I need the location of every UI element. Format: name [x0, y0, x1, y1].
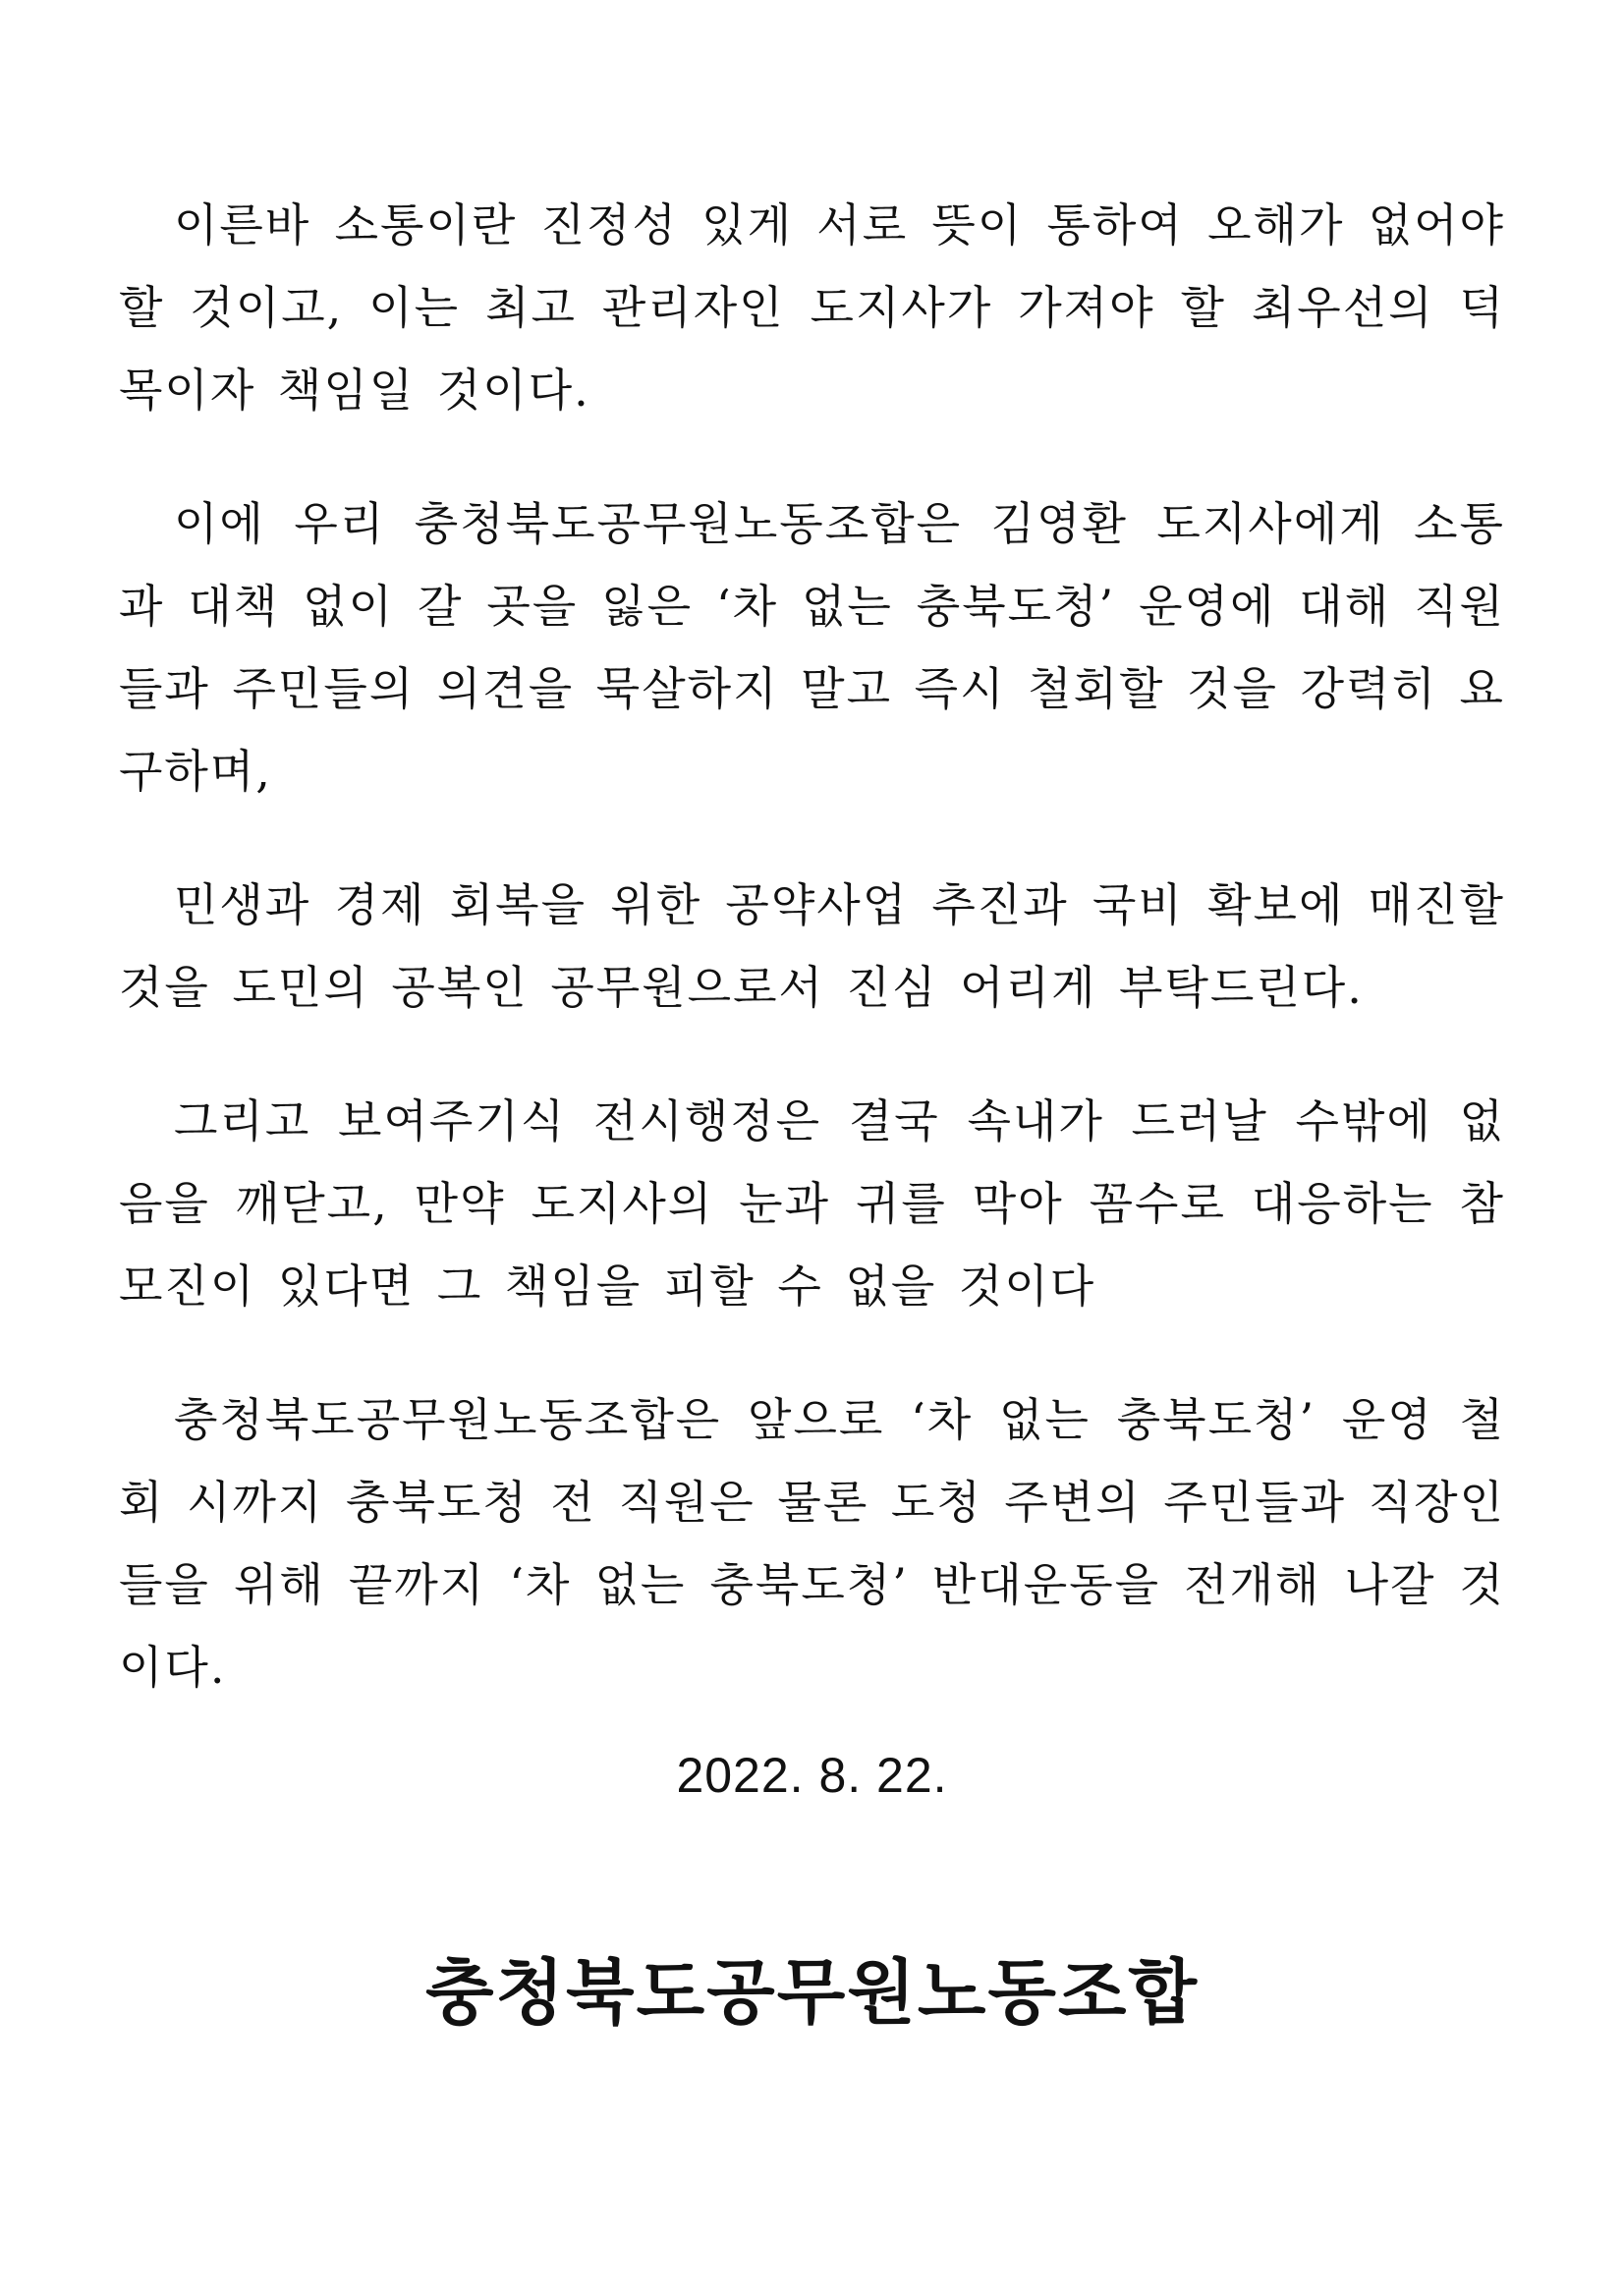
paragraph-communication: 이른바 소통이란 진정성 있게 서로 뜻이 통하여 오해가 없어야 할 것이고, 이는 최고 관리자인 도지사가 가져야 할 최우선의 덕목이자 책임일 것이다. [119, 198, 1505, 417]
organization-signature: 충청북도공무원노동조합 [424, 1951, 1200, 2034]
paragraph-warning: 그리고 보여주기식 전시행정은 결국 속내가 드러날 수밖에 없음을 깨닫고, 만약 도지사의 눈과 귀를 막아 꼼수로 대응하는 참모진이 있다면 그 책임을 피할 수 없을 것이다 [119, 1094, 1505, 1313]
document-date: 2022. 8. 22. [676, 1748, 948, 1803]
paragraph-request-focus: 민생과 경제 회복을 위한 공약사업 추진과 국비 확보에 매진할 것을 도민의 공복인 공무원으로서 진심 어리게 부탁드린다. [119, 878, 1505, 1014]
statement-body [119, 184, 1505, 1760]
paragraph-demand-withdrawal: 이에 우리 충청북도공무원노동조합은 김영환 도지사에게 소통과 대책 없이 갈 곳을 잃은 ‘차 없는 충북도청’ 운영에 대해 직원들과 주민들의 의견을 묵살하지 말고 즉시 철회할 것을 강력히 요구하며, [119, 497, 1505, 798]
paragraph-opposition-campaign: 충청북도공무원노동조합은 앞으로 ‘차 없는 충북도청’ 운영 철회 시까지 충북도청 전 직원은 물론 도청 주변의 주민들과 직장인들을 위해 끝까지 ‘차 없는 충북도청’ 반대운동을 전개해 나갈 것이다. [119, 1393, 1505, 1694]
